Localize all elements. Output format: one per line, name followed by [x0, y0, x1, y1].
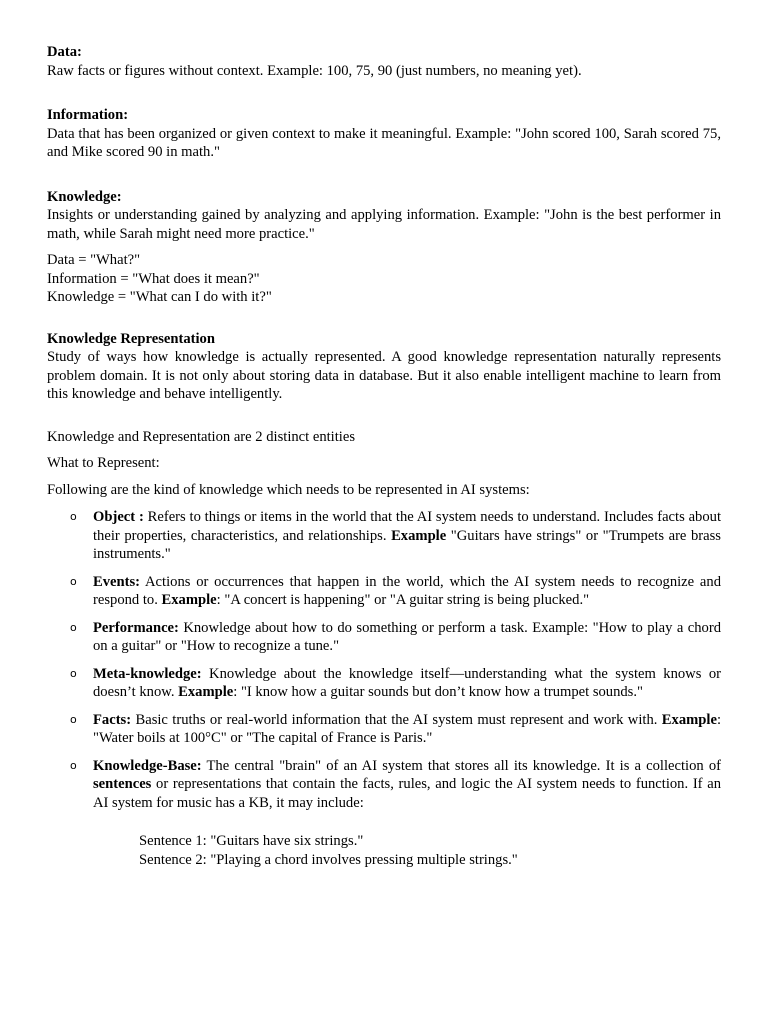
dik-summary [47, 251, 721, 307]
item-example-text: : "I know how a guitar sounds but don’t know how a trumpet sounds." [233, 684, 643, 700]
data-text: Raw facts or figures without context. Example: 100, 75, 90 (just numbers, no meaning yet). [47, 62, 582, 79]
dik-line-data: Data = "What?" [47, 252, 141, 268]
kr-heading: Knowledge Representation [47, 330, 215, 347]
item-label: Meta-knowledge: [93, 665, 202, 682]
list-item-meta-knowledge [47, 665, 721, 702]
item-label: Performance: [93, 619, 179, 636]
knowledge-kinds-list [47, 508, 721, 812]
item-text: The central "brain" of an AI system that stores all its knowledge. It is a collection of [201, 757, 721, 774]
list-item-events [47, 573, 721, 610]
item-example-text: "Guitars have strings" or "Trumpets are brass instruments." [93, 527, 721, 562]
sentence-1: Sentence 1: "Guitars have six strings." [139, 833, 364, 849]
item-example-text: : "Water boils at 100°C" or "The capital of France is Paris." [93, 711, 721, 746]
item-text-after: or representations that contain the facts, rules, and logic the AI system needs to function. If an AI system for music has a KB, it may include: [93, 776, 721, 811]
list-item-performance [47, 619, 721, 656]
item-text: Basic truths or real-world information that the AI system must represent and work with. [131, 711, 662, 728]
list-item-knowledge-base [47, 757, 721, 813]
information-text: Data that has been organized or given context to make it meaningful. Example: "John scored 100, Sarah scored 75, and Mike scored 90 in math." [47, 125, 721, 160]
item-bold-word: sentences [93, 776, 152, 792]
item-label: Facts: [93, 711, 132, 728]
knowledge-representation-section [47, 330, 721, 404]
bullet-icon: o [70, 758, 77, 772]
distinct-entities-text: Knowledge and Representation are 2 distinct entities [47, 428, 356, 445]
following-intro-text: Following are the kind of knowledge which needs to be represented in AI systems: [47, 481, 530, 498]
dik-line-information: Information = "What does it mean?" [47, 270, 260, 287]
knowledge-definition [47, 188, 721, 244]
kr-text: Study of ways how knowledge is actually represented. A good knowledge representation naturally represents problem domain. It is not only about storing data in database. But it also enable intelligent machine to learn from this knowledge and behave intelligently. [47, 349, 721, 402]
knowledge-text: Insights or understanding gained by analyzing and applying information. Example: "John is the best performer in math, while Sarah might need more practice." [47, 207, 721, 242]
bullet-icon: o [70, 666, 77, 680]
dik-line-knowledge: Knowledge = "What can I do with it?" [47, 289, 272, 305]
what-to-represent-text: What to Represent: [47, 455, 160, 471]
item-label: Events: [93, 573, 141, 590]
item-example-label: Example [161, 592, 217, 608]
knowledge-heading: Knowledge: [47, 188, 122, 205]
bullet-icon: o [70, 620, 77, 634]
item-example-label: Example [178, 684, 234, 700]
bullet-icon: o [70, 510, 77, 523]
sentence-2: Sentence 2: "Playing a chord involves pressing multiple strings." [139, 851, 518, 868]
item-label: Knowledge-Base: [93, 757, 202, 774]
data-heading: Data: [47, 44, 82, 60]
bullet-icon: o [70, 574, 77, 588]
information-heading: Information: [47, 107, 129, 123]
item-example-label: Example [391, 527, 447, 544]
item-text: Knowledge about how to do something or perform a task. Example: "How to play a chord on a guitar" or "How to recognize a tune." [93, 619, 721, 654]
item-text: Knowledge about the knowledge itself—understanding what the system knows or doesn’t know. [93, 665, 721, 700]
item-example-label: Example [661, 711, 717, 728]
item-text: Actions or occurrences that happen in the world, which the AI system needs to recognize and respond to. [93, 573, 721, 608]
item-label: Object : [93, 509, 144, 525]
kb-sentences [139, 832, 721, 869]
item-text: Refers to things or items in the world that the AI system needs to understand. Includes facts about their properties, characteristics, and relationships. [93, 509, 721, 544]
information-definition [47, 106, 721, 162]
bullet-icon: o [70, 712, 77, 726]
data-definition [47, 43, 721, 80]
list-item-object [47, 508, 721, 564]
list-item-facts [47, 711, 721, 748]
item-example-text: : "A concert is happening" or "A guitar string is being plucked." [216, 592, 590, 608]
